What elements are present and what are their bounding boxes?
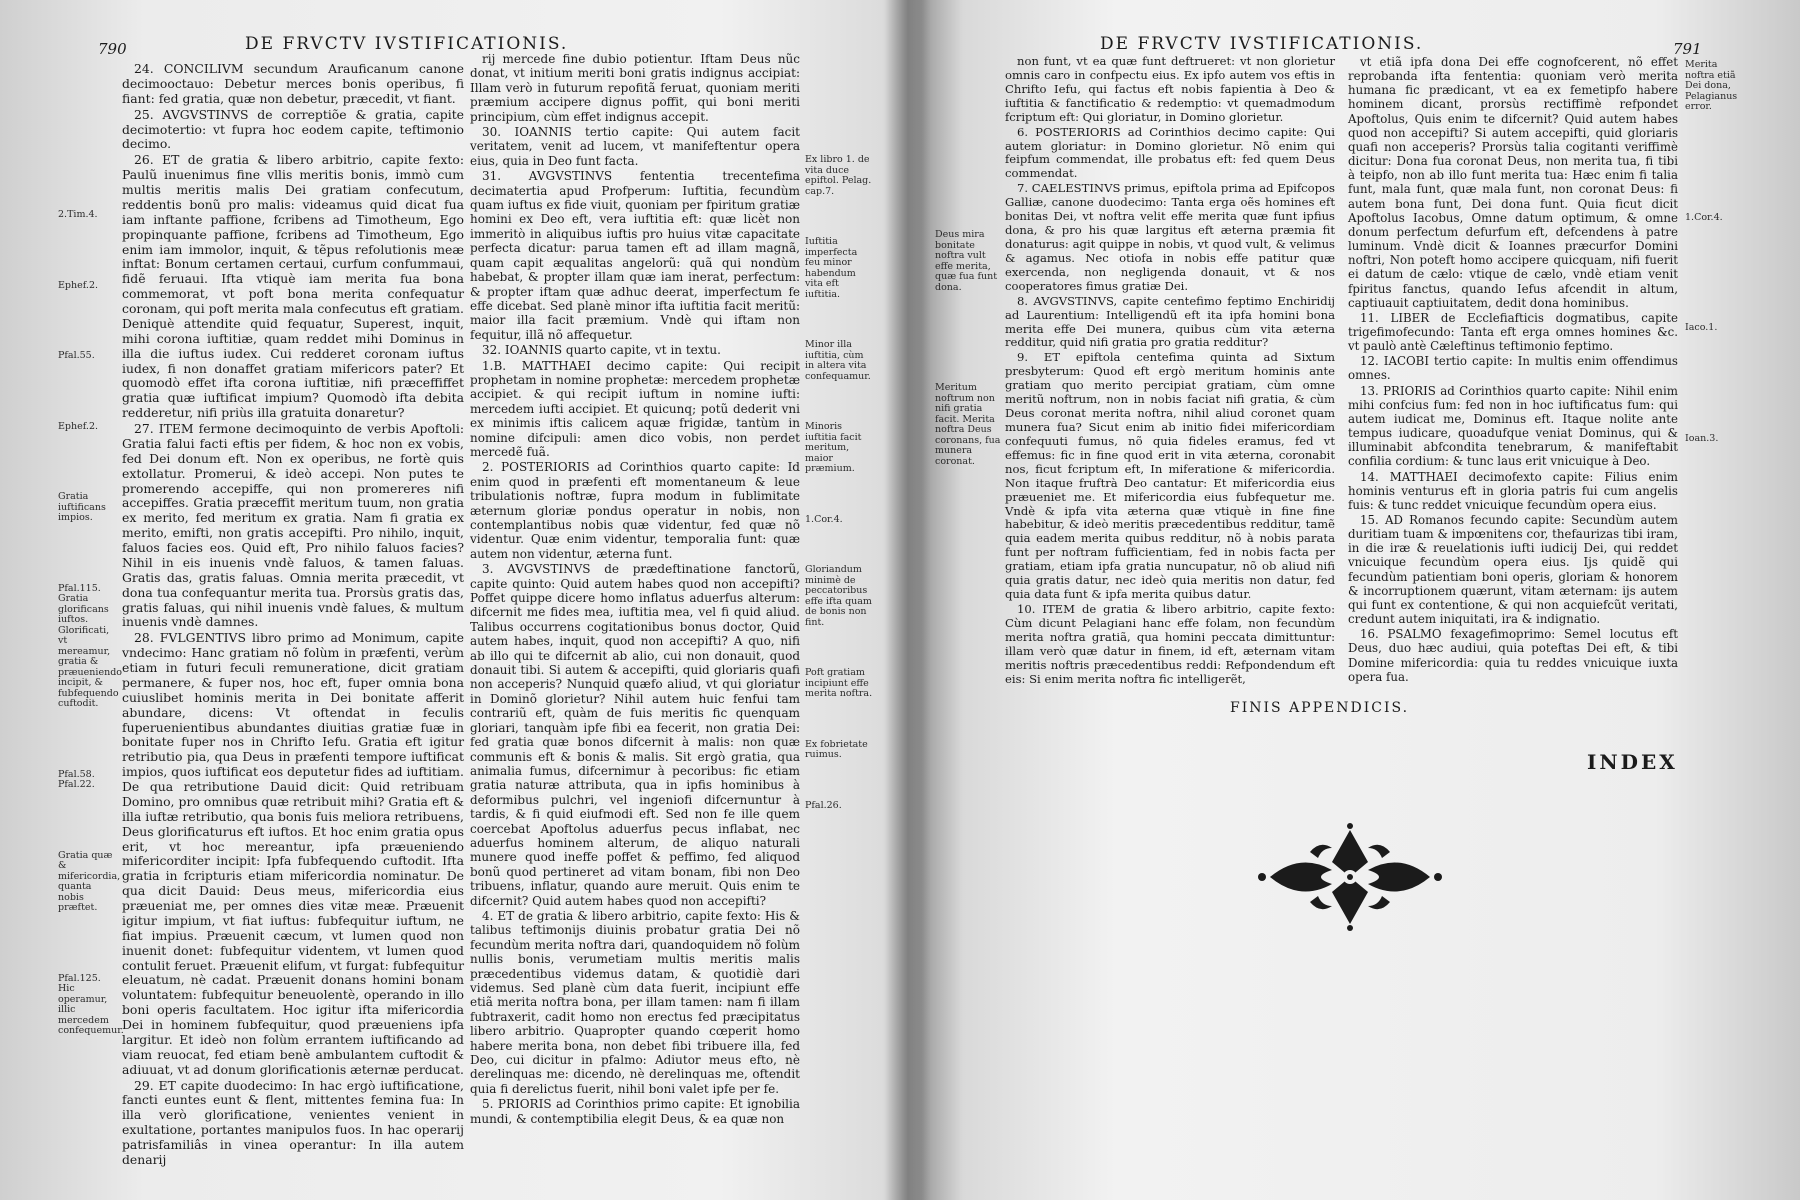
margin-note: Pfal.58. Pfal.22. <box>58 768 95 790</box>
paragraph: 32. IOANNIS quarto capite, vt in textu. <box>482 343 721 358</box>
paragraph: 3. AVGVSTINVS de prædeftinatione fanctorũ, capite quinto: Quid autem habes quod non accepifti? Poffet quippe dicere homo inflatus aduerfus alterum: difcernit me fides mea, iuftitia mea, vel fi quid aliud. Talibus occurrens cogitationibus bonus doctor, Quid autem habes, inquit, quod non accepifti? A quo, nifi ab illo qui te difcernit ab alio, cui non donauit, quod donauit tibi. Si autem & accepifti, quid gloriaris quafi non acceperis? Nunquid quæfo aliud, vt qui gloriatur in Dominõ glorietur? Nihil autem huic fenfui tam contrariũ eft, quàm de fuis meritis fic quenquam gloriari, tanquàm ipfe fibi ea fecerit, non gratia Dei: fed gratia quæ bonos difcernit à malis: non quæ communis eft & bonis & malis. Sit ergò gratia, qua animalia fumus, difcernimur à pecoribus: fic etiam gratia naturæ attributa, qua in ipfis hominibus à deformibus pulchri, vel ingeniofi difcernuntur à tardis, & fi quid eiufmodi eft. Sed non fe ille quem coercebat Apoftolus aduerfus pecus inflabat, nec aduerfus hominem alterum, de aliquo naturali munere quod ineffe poffet & peffimo, fed aliquod bonũ quod pertineret ad vitam bonam, fibi non Deo tribuens, inflatur, quando aure meruit. Quis enim te difcernit? Quid autem habes quod non accepifti? <box>470 562 800 908</box>
margin-note: Gratia iuftificans impios. <box>58 491 106 523</box>
paragraph: 13. PRIORIS ad Corinthios quarto capite: Nihil enim mihi confcius fum: fed non in hoc iuftificatus fum: qui autem iudicat me, Dominus eft. Itaque nolite ante tempus iudicare, quoadufque veniat Dominus, qui & illuminabit abfcondita tenebrarum, & manifeftabit confilia cordium: & tunc laus erit vnicuique à Deo. <box>1348 383 1678 469</box>
paragraph: 11. LIBER de Ecclefiafticis dogmatibus, capite trigefimofecundo: Tanta eft erga omnes homines &c. vt paulò antè Cæleftinus teftimonio feptimo. <box>1348 310 1678 354</box>
margin-note: Ioan.3. <box>1685 432 1719 444</box>
paragraph: 6. POSTERIORIS ad Corinthios decimo capite: Qui autem gloriatur: in Domino glorietur. Nõ enim qui feipfum commendat, ille probatus eft: fed quem Deus commendat. <box>1005 124 1335 181</box>
margin-note: Gratia quæ & mifericordia, quanta nobis præftet. <box>58 849 121 913</box>
left-page <box>0 0 895 1200</box>
paragraph: 5. PRIORIS ad Corinthios primo capite: Et ignobilia mundi, & contemptibilia elegit Deus, & ea quæ non <box>470 1097 800 1126</box>
margin-note: Pfal.115. Gratia glorificans iuftos. Glorificati, vt mereamur, gratia & præueniendo incipit, & fubfequendo cuftodit. <box>58 582 122 709</box>
left-page-outer-margin-notes <box>58 209 124 1097</box>
margin-note: Gloriandum minimè de peccatoribus effe ifta quam de bonis non fint. <box>805 564 872 628</box>
margin-note: Ephef.2. <box>58 420 99 432</box>
paragraph: 30. IOANNIS tertio capite: Qui autem facit veritatem, venit ad lucem, vt manifeftentur opera eius, quia in Deo funt facta. <box>470 125 800 168</box>
margin-note: Ex libro 1. de vita duce epiftol. Pelag. cap.7. <box>805 154 872 197</box>
printer-ornament <box>1250 822 1450 932</box>
margin-note: Minor illa iuftitia, cùm in altera vita confequamur. <box>805 339 871 382</box>
margin-note: Pfal.26. <box>805 799 842 811</box>
left-column-2 <box>470 52 800 1127</box>
margin-note: Minoris iuftitia facit meritum, maior præmium. <box>805 421 862 474</box>
right-page-outer-margin-notes <box>1685 60 1745 544</box>
margin-note: 1.Cor.4. <box>805 513 843 525</box>
paragraph: 31. AVGVSTINVS fententia trecentefima decimatertia apud Profperum: Iuftitia, fecundùm quam iuftus ex fide viuit, quoniam per fpiritum gratiæ homini ex Deo eft, vera iuftitia eft: quæ licèt non immeritò in aliquibus iuftis pro huius vitæ capacitate perfecta dicatur: parua tamen eft ad illam magnã, quam capit æqualitas angelorũ: quã qui nondùm habebat, & propter illam quæ iam inerat, perfectum: & propter iftam quæ adhuc deerat, imperfectum fe effe dicebat. Sed planè minor ifta iuftitia facit meritũ: maior illa facit præmium. Vndè qui iftam non fequitur, illã nõ affequetur. <box>470 169 800 342</box>
paragraph: 2. POSTERIORIS ad Corinthios quarto capite: Id enim quod in præfenti eft momentaneum & leue tribulationis noftræ, fupra modum in fublimitate æternum gloriæ pondus operatur in nobis, non contemplantibus nobis quæ videntur, fed quæ nõ videntur. Quæ enim videntur, temporalia funt: quæ autem non videntur, æterna funt. <box>470 460 800 561</box>
margin-note: Meritum noftrum non nifi gratia facit. Merita noftra Deus coronans, fua munera coronat. <box>935 382 1001 467</box>
margin-note: Ephef.2. <box>58 279 99 291</box>
paragraph: 14. MATTHAEI decimofexto capite: Filius enim hominis venturus eft in gloria patris fui cum angelis fuis: & tunc reddet vnicuique fecundùm opera eius. <box>1348 469 1678 512</box>
margin-note: Merita noftra etiã Dei dona, Pelagianus error. <box>1685 59 1738 112</box>
margin-note: Ex fobrietate ruimus. <box>805 738 868 760</box>
margin-note: 1.Cor.4. <box>1685 211 1723 223</box>
margin-note: Pfal.55. <box>58 350 95 361</box>
paragraph: 8. AVGVSTINVS, capite centefimo feptimo Enchiridij ad Laurentium: Intelligendũ eft ita ipfa homini bona merita effe Dei munera, quibus cùm vita æterna redditur, quid nifi gratia pro gratia redditur? <box>1005 293 1335 350</box>
paragraph: 16. PSALMO fexagefimoprimo: Semel locutus eft Deus, duo hæc audiui, quia poteftas Dei eft, & tibi Domine mifericordia: quia tu reddes vnicuique iuxta opera fua. <box>1348 627 1678 684</box>
paragraph: rij mercede fine dubio potientur. Iftam Deus nũc donat, vt initium meriti boni gratis indignus accipiat: Illam verò in futurum repofitã feruat, quoniam meriti præmium accipere dignus poffit, qui boni meriti principium, cùm effet indignus accepit. <box>470 52 800 124</box>
margin-note: Iuftitia imperfecta feu minor habendum vita eft iuftitia. <box>805 236 858 300</box>
running-head-left: DE FRVCTV IVSTIFICATIONIS. <box>245 34 569 54</box>
paragraph: vt etiã ipfa dona Dei effe cognofcerent, nõ effet reprobanda ifta fententia: quoniam verò merita humana fic prædicant, vt ea ex femetipfo habere hominem dicant, prorsùs rectiffimè refpondet Apoftolus, Quis enim te difcernit? Quid autem habes quod non accepifti? Si autem accepifti, quid gloriaris quafi non acceperis? Prorsùs talia cogitanti veriffimè dicitur: Dona fua coronat Deus, non merita tua, fi tibi à teipfo, non ab illo funt merita tua: Hæc enim fi talia funt, mala funt, quæ mala funt, non coronat Deus: fi autem bona funt, Dei dona funt. Quia ficut dicit Apoftolus Iacobus, Omne datum optimum, & omne donum perfectum defurfum eft, defcendens à patre luminum. Vndè dicit & Ioannes præcurfor Domini noftri, Non poteft homo accipere quicquam, nifi fuerit ei datum de cælo: vtique de cælo, vndè etiam venit fpiritus fanctus, quando Iefus afcendit in altum, captiuauit captiuitatem, dedit dona hominibus. <box>1348 55 1678 310</box>
paragraph: 28. FVLGENTIVS libro primo ad Monimum, capite vndecimo: Hanc gratiam nõ folùm in præfenti, verùm etiam in futuri feculi remuneratione, dicit gratiam permanere, & fuper nos, hoc eft, fuper omnia bona cuiuslibet hominis merita in Dei bonitate afferit abundare, dicens: Vt oftendat in feculis fuperuenientibus abundantes diuitias gratiæ fuæ in bonitate fuper nos in Chrifto Iefu. Gratia eft igitur retributio pia, qua Deus in præfenti tempore iuftificat impios, quos iuftificat eos deputetur fides ad iuftitiam. De qua retributione Dauid dicit: Quid retribuam Domino, pro omnibus quæ retribuit mihi? Gratia eft & illa iuftæ retributio, qua bonis fuis meliora retribuens, Deus glorificaturus eft iuftos. Et hoc enim gratia opus erit, vt hoc mereantur, ipfa præueniendo mifericorditer incipit: Ipfa fubfequendo cuftodit. Ifta gratia in fcripturis etiam mifericordia nominatur. De qua dicit Dauid: Deus meus, mifericordia eius præueniat me, per omnes dies vitæ meæ. Præuenit igitur impium, vt fiat iuftus: fubfequitur iuftum, ne fiat impius. Præuenit cæcum, vt lumen quod non inuenit donet: fubfequitur videntem, vt lumen quod contulit feruet. Præuenit elifum, vt furgat: fubfequitur eleuatum, nè cadat. Præuenit donans homini bonam voluntatem: fubfequitur beneuolentè, operando in illo boni operis facultatem. Hoc igitur ifta mifericordia Dei in hominem fubfequitur, quod præueniens ipfa largitur. Et ideò non folùm errantem iuftificando ad viam reuocat, fed etiam benè ambulantem cuftodit & adiuuat, vt ad donum glorificationis æternæ perducat. <box>122 630 464 1077</box>
paragraph: 9. ET epiftola centefima quinta ad Sixtum presbyterum: Quod eft ergò meritum hominis ante gratiam quo merito percipiat gratiam, cùm omne meritũ noftrum, non in nobis faciat nifi gratia, & cùm Deus coronat merita noftra, nihil aliud coronet quam munera fua? Sicut enim ab initio fidei mifericordiam confequuti fumus, nõ quia fideles eramus, fed vt effemus: fic in fine quod erit in vita æterna, coronabit nos, ficut fcriptum eft, In miferatione & mifericordia. Non itaque fruftrà Deo cantatur: Et mifericordia eius præueniet me. Et mifericordia eius fubfequetur me. Vndè & ipfa vita æterna quæ vtiquè in fine fine habebitur, & ideò meritis præcedentibus redditur, tamẽ quia eadem merita quibus redditur, nõ à nobis parata funt per noftram fufficientiam, fed in nobis facta per gratiam, etiam ipfa gratia nuncupatur, nõ ob aliud nifi quia gratis datur, nec ideò quia meritis non datur, fed quia data funt & ipfa merita quibus datur. <box>1005 350 1335 602</box>
page-number-left: 790 <box>98 40 127 58</box>
paragraph: 1.B. MATTHAEI decimo capite: Qui recipit prophetam in nomine prophetæ: mercedem prophetæ accipiet. & qui recipit iuftum in nomine iufti: mercedem iufti accipiet. Et quicunq; potũ dederit vni ex minimis iftis calicem aquæ frigidæ, tantùm in nomine difcipuli: amen dico vobis, non perdet mercedẽ fuã. <box>470 358 800 459</box>
left-page-inner-margin-notes <box>805 155 875 851</box>
right-page <box>905 0 1800 1200</box>
paragraph: 27. ITEM fermone decimoquinto de verbis Apoftoli: Gratia falui facti eftis per fidem, & hoc non ex vobis, fed Dei donum eft. Non ex operibus, ne fortè quis extollatur. Promerui, & ideò accepi. Non putes te promerendo accepiffe, qui non promereres nifi accepiffes. Gratia præceffit meritum tuum, non gratia ex merito, fed meritum ex gratia. Nam fi gratia ex merito, emifti, non gratis accepifti. Pro nihilo, inquit, faluos facies eos. Quid eft, Pro nihilo faluos facies? Nihil in eis inuenis vndè faluos, & tamen faluas. Gratis das, gratis faluas. Omnia merita præcedit, vt dona tua confequantur merita tua. Prorsùs gratis das, gratis faluas, qui nihil inuenis vndè falues, & multum inuenis vndè damnes. <box>122 421 464 630</box>
margin-note: Pfal.125. Hic operamur, illic mercedem confequemur. <box>58 972 124 1036</box>
margin-note: Deus mira bonitate noftra vult effe merita, quæ fua funt dona. <box>935 229 998 293</box>
margin-note: 2.Tim.4. <box>58 209 98 220</box>
right-page-inner-margin-notes <box>935 230 1001 557</box>
paragraph: 4. ET de gratia & libero arbitrio, capite fexto: His & talibus teftimonijs diuinis probatur gratia Dei nõ fecundùm merita noftra dari, quandoquidem nõ folùm nullis bonis, verumetiam multis meritis malis præcedentibus videmus datam, & quotidiè dari videmus. Sed planè cùm data fuerit, incipiunt effe etiã merita noftra bona, per illam tamen: nam fi illam fubtraxerit, cadit homo non erectus fed præcipitatus libero arbitrio. Quapropter quando cœperit homo habere merita bona, non debet fibi tribuere illa, fed Deo, cui dicitur in pfalmo: Adiutor meus efto, nè derelinquas me: dicendo, nè derelinquas me, oftendit quia fi derelictus fuerit, nihil boni valet ipfe per fe. <box>470 908 800 1096</box>
margin-note: Iaco.1. <box>1685 322 1718 333</box>
catchword-index: INDEX <box>1587 750 1678 774</box>
paragraph: 12. IACOBI tertio capite: In multis enim offendimus omnes. <box>1348 354 1678 383</box>
paragraph: non funt, vt ea quæ funt deftrueret: vt non glorietur omnis caro in confpectu eius. Ex ipfo autem vos eftis in Chrifto Iefu, qui factus eft nobis fapientia à Deo & iuftitia & fanctificatio & redemptio: vt quemadmodum fcriptum eft: Qui gloriatur, in Domino glorietur. <box>1005 54 1335 124</box>
page-number-right: 791 <box>1673 40 1702 58</box>
paragraph: 24. CONCILIVM secundum Arauficanum canone decimooctauo: Debetur merces bonis operibus, fi fiant: fed gratia, quæ non debetur, præcedit, vt fiant. <box>122 61 464 106</box>
paragraph: 26. ET de gratia & libero arbitrio, capite fexto: Paulũ inuenimus fine vllis meritis bonis, immò cum multis meritis malis Dei gratiam confecutum, reddentis bonũ pro malis: videamus quid dicat fua iam inftante paffione, fcribens ad Timotheum, Ego propinquante paffione, fcribens ad Timotheum, Ego enim iam immolor, inquit, & tẽpus refolutionis meæ inftat: Bonum certamen certaui, curfum confummaui, fidẽ feruaui. Ifta vtiquè iam merita fua bona commemorat, vt poft bona merita confequatur coronam, qui poft merita mala confecutus eft gratiam. Deniquè attendite quid fequatur, Superest, inquit, mihi corona iuftitiæ, quam reddet mihi Dominus in illa die iuftus iudex. Cui redderet coronam iuftus iudex, fi non donaffet gratiam mifericors pater? Et quomodò effet ifta corona iuftitiæ, nifi præceffiffet gratia quæ iuftificat impium? Quomodò ifta debita redderetur, nifi priùs illa gratuita donaretur? <box>122 152 464 421</box>
paragraph: 10. ITEM de gratia & libero arbitrio, capite fexto: Cùm dicunt Pelagiani hanc effe folam, non fecundùm merita noftra gratiã, qua homini peccata dimittuntur: illam verò quæ datur in finem, id eft, æternam vitam meritis noftris præcedentibus reddi: Refpondendum eft eis: Si enim merita noftra fic intelligerẽt, <box>1005 601 1335 686</box>
paragraph: 7. CAELESTINVS primus, epiftola prima ad Epifcopos Galliæ, canone duodecimo: Tanta erga oẽs homines eft bonitas Dei, vt noftra velit effe merita quæ funt ipfius dona, & pro his quæ largitus eft æterna præmia fit donaturus: agit quippe in nobis, vt quod vult, & velimus & agamus. Nec otiofa in nobis effe patitur quæ exercenda, non negligenda donauit, vt & nos cooperatores fimus gratiæ Dei. <box>1005 181 1335 293</box>
margin-note: Poft gratiam incipiunt effe merita noftra. <box>805 667 873 699</box>
paragraph: 25. AVGVSTINVS de correptiõe & gratia, capite decimotertio: vt fupra hoc eodem capite, teftimonio decimo. <box>122 106 464 152</box>
running-head-right: DE FRVCTV IVSTIFICATIONIS. <box>1100 34 1424 54</box>
left-column-1 <box>122 62 464 1169</box>
finis-appendicis: FINIS APPENDICIS. <box>1230 700 1410 716</box>
right-column-2 <box>1348 55 1678 685</box>
right-column-1 <box>1005 55 1335 687</box>
paragraph: 15. AD Romanos fecundo capite: Secundùm autem duritiam tuam & impœnitens cor, thefaurizas tibi iram, in die iræ & reuelationis iufti iudicij Dei, qui reddet vnicuique fecundùm opera eius. Ijs quidẽ qui fecundùm patientiam boni operis, gloriam & honorem & incorruptionem quærunt, vitam æternam: ijs autem qui funt ex contentione, & qui non acquiefcũt veritati, credunt autem iniquitati, ira & indignatio. <box>1348 513 1678 627</box>
paragraph: 29. ET capite duodecimo: In hac ergò iuftificatione, fancti euntes eunt & flent, mittentes femina fua: In illa verò glorificatione, venientes venient in exultatione, portantes manipulos fuos. In hac operarij patrisfamiliâs in vinea operantur: In illa autem denarij <box>122 1077 464 1167</box>
